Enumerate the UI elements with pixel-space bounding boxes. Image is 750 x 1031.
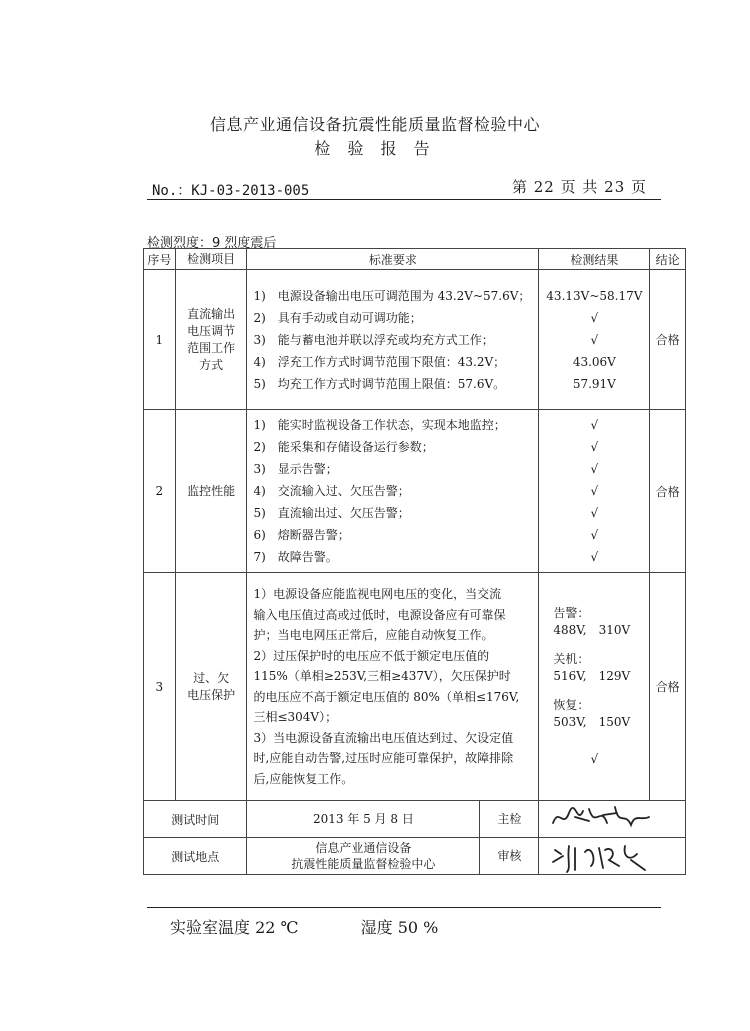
test-place-line: 抗震性能质量监督检验中心 bbox=[291, 857, 436, 871]
alarm-label: 告警： bbox=[553, 606, 590, 620]
report-title: 检 验 报 告 bbox=[314, 139, 436, 158]
result-value: 43.06V bbox=[572, 354, 616, 369]
item-line: 电压调节 bbox=[187, 323, 236, 338]
item-line: 电压保护 bbox=[187, 687, 236, 702]
requirement-line: 7) 故障告警。 bbox=[253, 550, 338, 564]
chief-label: 主检 bbox=[479, 801, 538, 837]
table-row bbox=[144, 270, 686, 410]
header-item: 检测项目 bbox=[175, 249, 247, 270]
row-conclusion: 合格 bbox=[650, 270, 686, 410]
test-place-value bbox=[247, 838, 539, 875]
alarm-value: 488V, 310V bbox=[553, 623, 631, 637]
requirement-line: 4) 浮充工作方式时调节范围下限值：43.2V； bbox=[253, 354, 506, 369]
requirement-line: 护；当电电网压正常后，应能自动恢复工作。 bbox=[253, 628, 494, 642]
header-result: 检测结果 bbox=[539, 249, 650, 270]
item-line: 过、欠 bbox=[193, 670, 230, 685]
result-check: √ bbox=[590, 418, 599, 432]
requirement-line: 2) 能采集和存储设备运行参数； bbox=[253, 440, 434, 454]
review-label: 审核 bbox=[479, 838, 538, 874]
header-rule bbox=[147, 199, 661, 200]
recover-label: 恢复： bbox=[553, 698, 590, 712]
requirement-line: 后,应能恢复工作。 bbox=[253, 771, 354, 786]
result-value: 57.91V bbox=[572, 376, 616, 391]
report-number: No.：KJ-03-2013-005 bbox=[152, 183, 310, 199]
row-results bbox=[539, 270, 650, 410]
requirement-line: 1) 能实时监视设备工作状态，实现本地监控； bbox=[253, 418, 506, 432]
row-seq: 3 bbox=[144, 573, 176, 801]
test-time-value bbox=[247, 801, 539, 838]
item-line: 方式 bbox=[199, 357, 224, 372]
requirement-line: 1）电源设备应能监视电网电压的变化，当交流 bbox=[253, 587, 502, 601]
shutdown-label: 关机： bbox=[553, 652, 590, 666]
reviewer-signature bbox=[539, 838, 686, 875]
requirement-line: 115%（单相≥253V,三相≥437V），欠压保护时 bbox=[253, 669, 511, 683]
org-title: 信息产业通信设备抗震性能质量监督检验中心 bbox=[209, 115, 540, 134]
requirement-line: 3）当电源设备直流输出电压值达到过、欠设定值 bbox=[253, 730, 514, 745]
footer-rule bbox=[147, 907, 661, 908]
result-check: √ bbox=[590, 310, 599, 325]
table-row bbox=[144, 573, 686, 801]
test-time-date: 2013 年 5 月 8 日 bbox=[312, 812, 414, 826]
requirement-line: 输入电压值过高或过低时，电源设备应有可靠保 bbox=[253, 607, 506, 622]
page-info: 第 22 页 共 23 页 bbox=[512, 178, 648, 196]
test-results-table bbox=[143, 248, 686, 875]
footer-row-time bbox=[144, 801, 686, 838]
item-line: 范围工作 bbox=[187, 340, 236, 355]
result-check: √ bbox=[590, 752, 599, 766]
item-line: 监控性能 bbox=[187, 483, 236, 498]
requirement-line: 2) 具有手动或自动可调功能； bbox=[253, 310, 422, 325]
result-check: √ bbox=[590, 550, 599, 564]
result-check: √ bbox=[590, 332, 599, 347]
requirement-line: 2）过压保护时的电压应不低于额定电压值的 bbox=[253, 648, 490, 663]
requirement-line: 1) 电源设备输出电压可调范围为 43.2V~57.6V； bbox=[253, 288, 531, 303]
requirement-line: 4) 交流输入过、欠压告警； bbox=[253, 484, 410, 498]
chief-signature bbox=[539, 801, 686, 838]
header-seq: 序号 bbox=[144, 249, 176, 270]
row-requirements bbox=[247, 270, 539, 410]
row-seq: 2 bbox=[144, 410, 176, 573]
requirement-line: 3) 显示告警； bbox=[253, 462, 338, 476]
row-item bbox=[175, 410, 247, 573]
result-check: √ bbox=[590, 462, 599, 476]
requirement-line: 6) 熔断器告警； bbox=[253, 528, 350, 542]
row-results bbox=[539, 573, 650, 801]
lab-humidity: 湿度 50 % bbox=[360, 918, 439, 937]
header-conclusion: 结论 bbox=[650, 249, 686, 270]
table-row bbox=[144, 410, 686, 573]
result-check: √ bbox=[590, 484, 599, 498]
result-check: √ bbox=[590, 440, 599, 454]
lab-temperature: 实验室温度 22 ℃ bbox=[170, 918, 299, 937]
test-place-line: 信息产业通信设备 bbox=[315, 841, 412, 855]
test-time-label: 测试时间 bbox=[144, 801, 247, 838]
header-requirement: 标准要求 bbox=[247, 249, 539, 270]
environment-line bbox=[170, 915, 438, 938]
shutdown-value: 516V, 129V bbox=[553, 669, 631, 683]
requirement-line: 5) 均充工作方式时调节范围上限值：57.6V。 bbox=[253, 376, 506, 391]
test-place-label: 测试地点 bbox=[144, 838, 247, 875]
requirement-line: 5) 直流输出过、欠压告警； bbox=[253, 506, 410, 520]
requirement-line: 三相≤304V）； bbox=[253, 710, 338, 724]
severity-label: 检测烈度：9 烈度震后 bbox=[147, 236, 277, 251]
row-results bbox=[539, 410, 650, 573]
table-header-row bbox=[144, 249, 686, 270]
result-check: √ bbox=[590, 528, 599, 542]
row-item bbox=[175, 573, 247, 801]
row-conclusion: 合格 bbox=[650, 410, 686, 573]
result-check: √ bbox=[590, 506, 599, 520]
requirement-line: 3) 能与蓄电池并联以浮充或均充方式工作； bbox=[253, 332, 494, 347]
row-conclusion: 合格 bbox=[650, 573, 686, 801]
recover-value: 503V, 150V bbox=[553, 715, 631, 729]
requirement-line: 时,应能自动告警,过压时应能可靠保护，故障排除 bbox=[253, 751, 514, 765]
reviewer-signature-icon bbox=[545, 840, 655, 874]
chief-signature-icon bbox=[545, 803, 655, 835]
row-item bbox=[175, 270, 247, 410]
item-line: 直流输出 bbox=[187, 306, 236, 321]
footer-row-place bbox=[144, 838, 686, 875]
row-requirements bbox=[247, 410, 539, 573]
result-value: 43.13V~58.17V bbox=[546, 288, 643, 303]
requirement-line: 的电压应不高于额定电压值的 80%（单相≤176V, bbox=[253, 689, 520, 704]
row-requirements bbox=[247, 573, 539, 801]
row-seq: 1 bbox=[144, 270, 176, 410]
